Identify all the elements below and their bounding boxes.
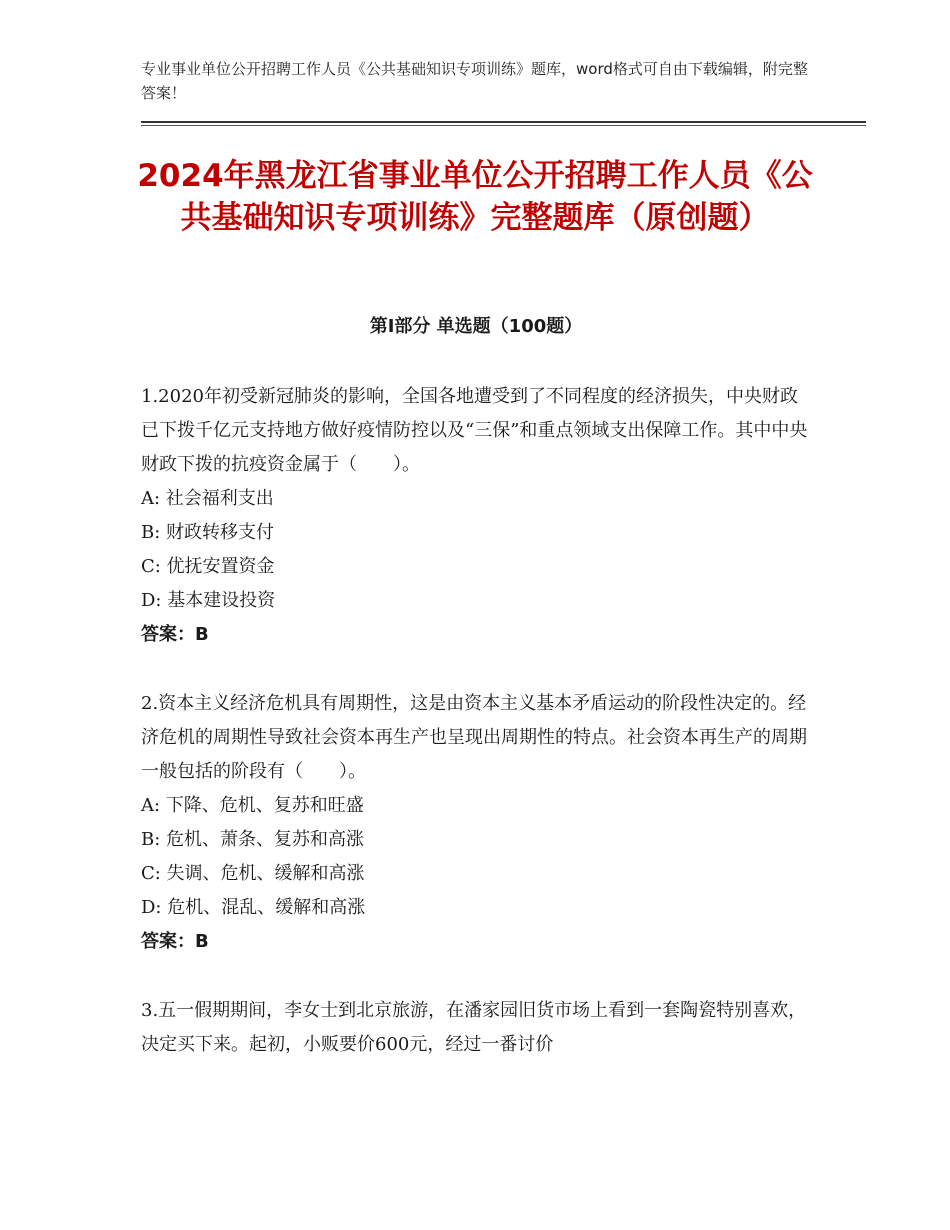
question-2 — [141, 687, 811, 959]
option-c: C: 优抚安置资金 — [141, 556, 275, 577]
option-b: B: 财政转移支付 — [141, 522, 275, 543]
question-stem: 1.2020年初受新冠肺炎的影响，全国各地遭受到了不同程度的经济损失，中央财政已下拨千亿元支持地方做好疫情防控以及“三保”和重点领域支出保障工作。其中中央财政下拨的抗疫资金属于（ ）。 — [141, 386, 808, 475]
header-divider-thin — [141, 125, 866, 126]
option-d: D: 基本建设投资 — [141, 590, 276, 611]
header-note: 专业事业单位公开招聘工作人员《公共基础知识专项训练》题库，word格式可自由下载编辑，附完整答案！ — [141, 60, 808, 102]
option-a: A: 社会福利支出 — [141, 488, 274, 509]
option-d: D: 危机、混乱、缓解和高涨 — [141, 897, 366, 918]
option-a: A: 下降、危机、复苏和旺盛 — [141, 795, 364, 816]
header-divider-thick — [141, 121, 866, 123]
question-1 — [141, 380, 811, 652]
document-title: 2024年黑龙江省事业单位公开招聘工作人员《公共基础知识专项训练》完整题库（原创题） — [137, 158, 813, 236]
question-stem: 3.五一假期期间，李女士到北京旅游，在潘家园旧货市场上看到一套陶瓷特别喜欢，决定买下来。起初，小贩要价600元，经过一番讨价 — [141, 1000, 807, 1055]
question-stem: 2.资本主义经济危机具有周期性，这是由资本主义基本矛盾运动的阶段性决定的。经济危机的周期性导致社会资本再生产也呈现出周期性的特点。社会资本再生产的周期一般包括的阶段有（ ）。 — [141, 693, 807, 782]
option-c: C: 失调、危机、缓解和高涨 — [141, 863, 365, 884]
answer: 答案：B — [141, 931, 209, 952]
answer: 答案：B — [141, 624, 209, 645]
section-title: 第Ⅰ部分 单选题（100题） — [369, 316, 583, 337]
option-b: B: 危机、萧条、复苏和高涨 — [141, 829, 365, 850]
question-3 — [141, 994, 811, 1062]
